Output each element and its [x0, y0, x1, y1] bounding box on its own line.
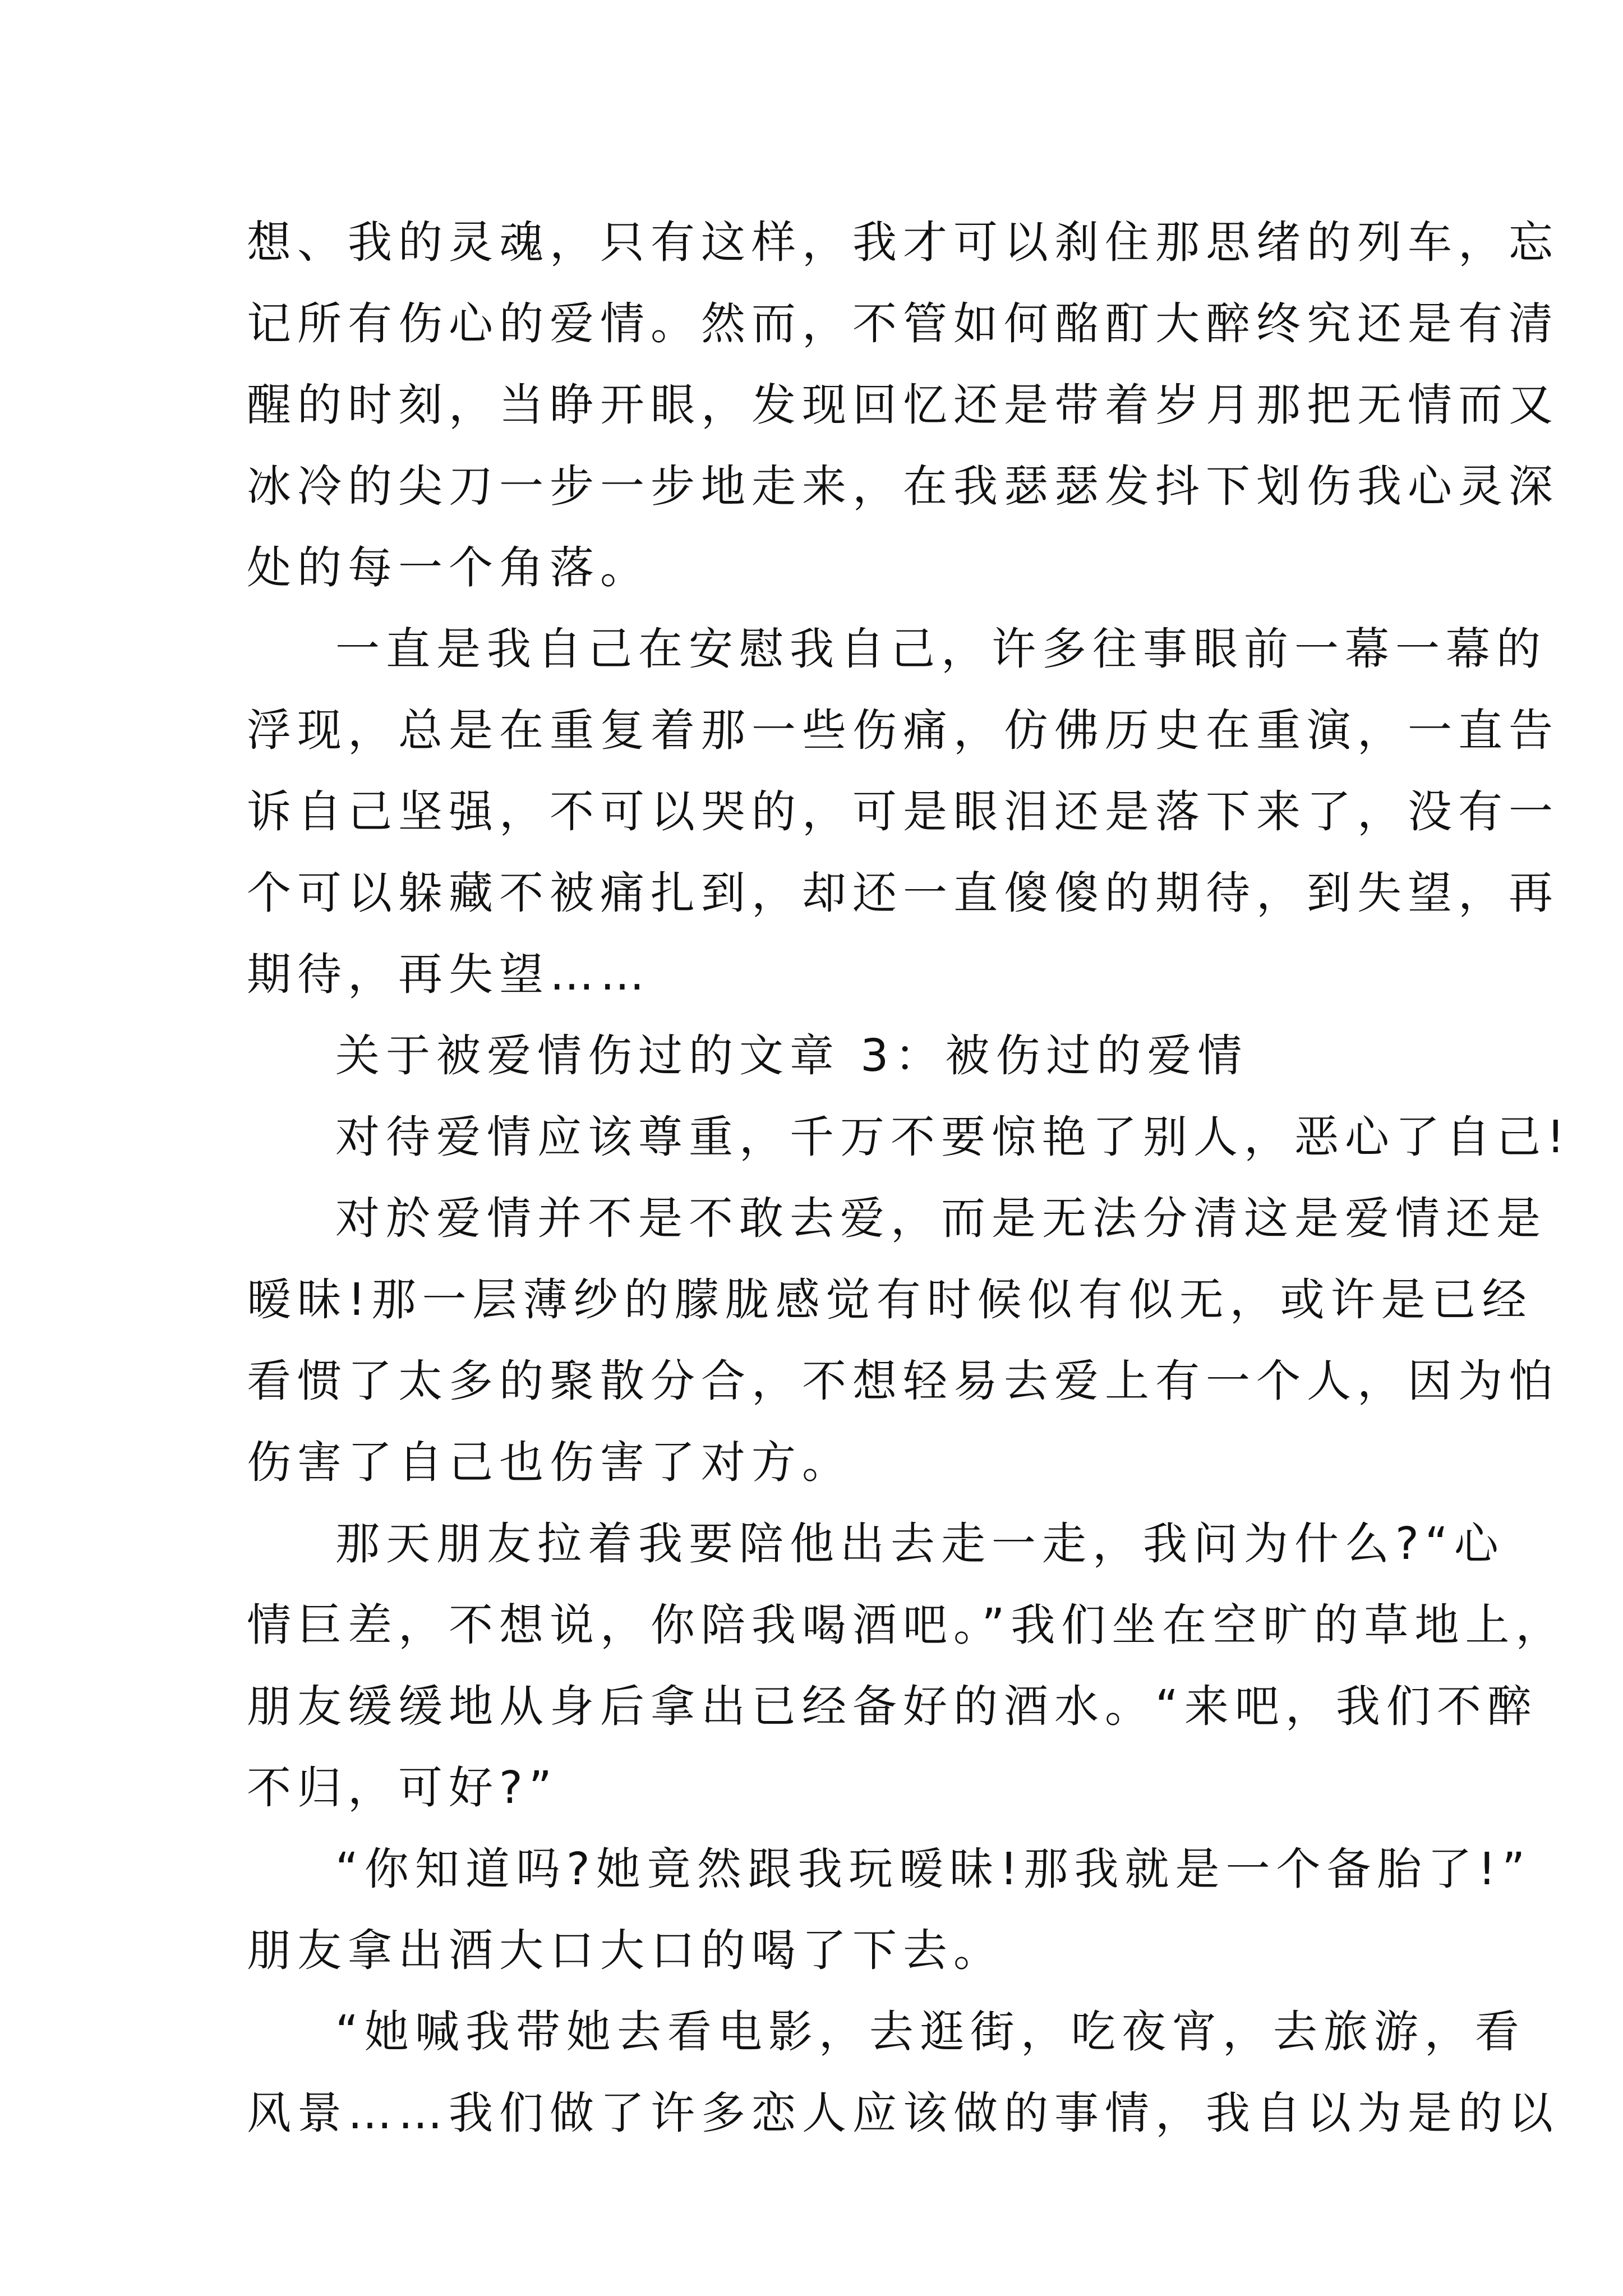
text-line: 不归，可好?” — [247, 1762, 558, 1814]
section-heading: 关于被爱情伤过的文章 3：被伤过的爱情 — [335, 1030, 1248, 1082]
text-line: 伤害了自己也伤害了对方。 — [247, 1437, 852, 1488]
text-line: 醒的时刻，当睁开眼，发现回忆还是带着岁月那把无情而又 — [247, 379, 1559, 431]
article-body — [247, 202, 1571, 2154]
text-line: 浮现，总是在重复着那一些伤痛，仿佛历史在重演，一直告 — [247, 705, 1559, 756]
text-line: 期待，再失望…… — [247, 949, 651, 1000]
text-line: 朋友缓缓地从身后拿出已经备好的酒水。“来吧，我们不醉 — [247, 1681, 1538, 1732]
text-line: 处的每一个角落。 — [247, 542, 651, 593]
text-line: 冰冷的尖刀一步一步地走来，在我瑟瑟发抖下划伤我心灵深 — [247, 461, 1559, 512]
paragraph-start-line: 对於爱情并不是不敢去爱，而是无法分清这是爱情还是 — [335, 1193, 1547, 1244]
text-line: 想、我的灵魂，只有这样，我才可以刹住那思绪的列车，忘 — [247, 217, 1559, 268]
text-line: 情巨差，不想说，你陪我喝酒吧。”我们坐在空旷的草地上， — [247, 1599, 1566, 1651]
paragraph-start-line: 一直是我自己在安慰我自己，许多往事眼前一幕一幕的 — [335, 623, 1547, 675]
text-line: 朋友拿出酒大口大口的喝了下去。 — [247, 1925, 1004, 1976]
paragraph-start-line: 对待爱情应该尊重，千万不要惊艳了别人，恶心了自己! — [335, 1111, 1571, 1163]
text-line: 暧昧!那一层薄纱的朦胧感觉有时候似有似无，或许是已经 — [247, 1274, 1533, 1326]
paragraph-start-line: “你知道吗?她竟然跟我玩暧昧!那我就是一个备胎了!” — [335, 1843, 1532, 1895]
paragraph-start-line: “她喊我带她去看电影，去逛街，吃夜宵，去旅游，看 — [335, 2006, 1525, 2058]
text-line: 记所有伤心的爱情。然而，不管如何酩酊大醉终究还是有清 — [247, 298, 1559, 349]
text-line: 看惯了太多的聚散分合，不想轻易去爱上有一个人，因为怕 — [247, 1355, 1559, 1407]
text-line: 诉自己坚强，不可以哭的，可是眼泪还是落下来了，没有一 — [247, 786, 1559, 838]
text-line: 风景……我们做了许多恋人应该做的事情，我自以为是的以 — [247, 2087, 1559, 2139]
paragraph-start-line: 那天朋友拉着我要陪他出去走一走，我问为什么?“心 — [335, 1518, 1505, 1570]
text-line: 个可以躲藏不被痛扎到，却还一直傻傻的期待，到失望，再 — [247, 867, 1559, 919]
